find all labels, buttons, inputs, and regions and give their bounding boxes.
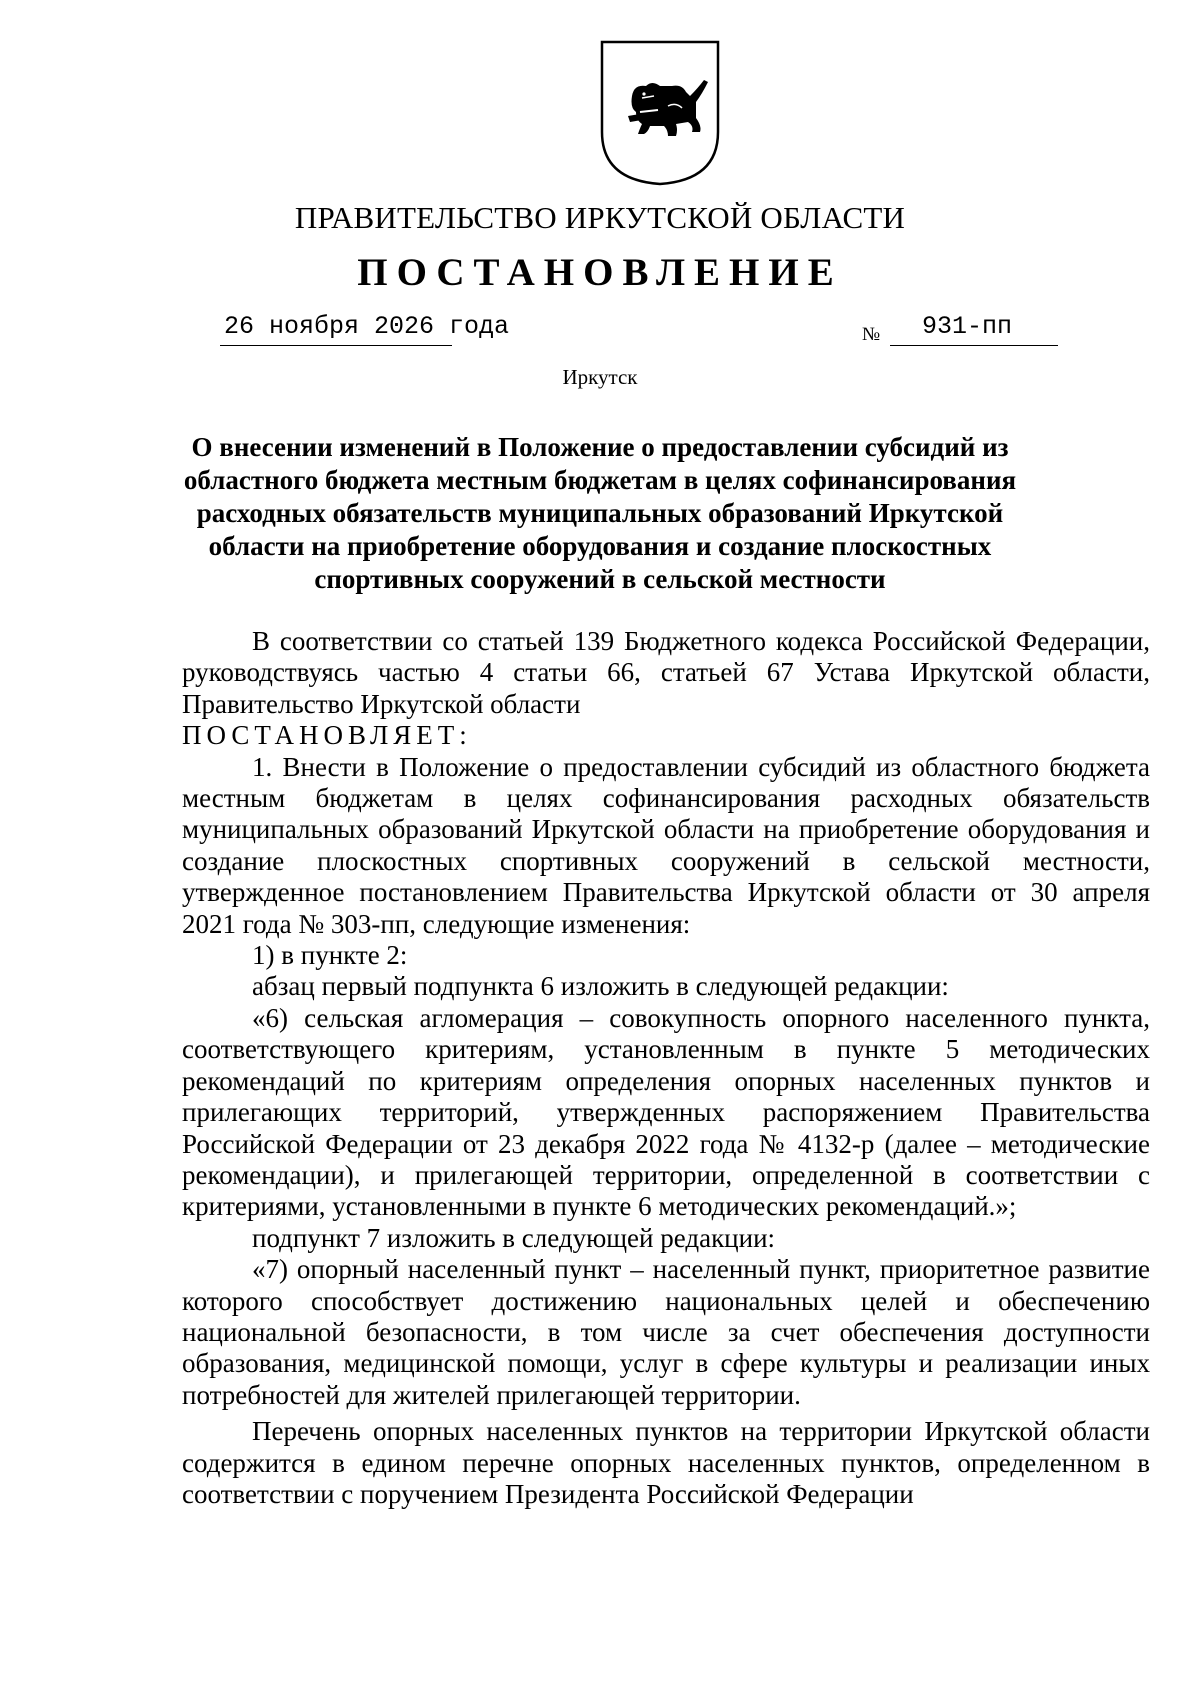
document-city: Иркутск	[562, 365, 638, 389]
subitem-7-intro-paragraph: подпункт 7 изложить в следующей редакции:	[252, 1222, 776, 1253]
document-body	[182, 626, 1150, 1510]
subitem-6-text-paragraph: «6) сельская агломерация – совокупность опорного населенного пункта, соответствующего критериям, установленным в пункте 5 методических рекомендаций по критериям определения опорных населенных пунктов и прилегающих территорий, утвержденных распоряжением Правительства Российской Федерации от 23 декабря 2022 года № 4132-р (далее – методические рекомендации), и прилегающей территории, определенной в соответствии с критериями, установленными в пункте 6 методических рекомендаций.»;	[182, 1002, 1150, 1222]
document-date: 26 ноября 2026 года	[224, 312, 510, 341]
preamble-paragraph: В соответствии со статьей 139 Бюджетного кодекса Российской Федерации, руководствуясь частью 4 статьи 66, статьей 67 Устава Иркутской области, Правительство Иркутской области	[182, 626, 1150, 719]
document-number: 931-пп	[922, 312, 1013, 341]
date-underline	[220, 345, 452, 346]
resolves-word: ПОСТАНОВЛЯЕТ:	[182, 720, 472, 751]
clause-1-paragraph: 1. Внести в Положение о предоставлении субсидий из областного бюджета местным бюджетам в целях софинансирования расходных обязательств муниципальных образований Иркутской области на приобретение оборудования и создание плоскостных спортивных сооружений в сельской местности, утвержденное постановлением Правительства Иркутской области от 30 апреля 2021 года № 303-пп, следующие изменения:	[182, 751, 1150, 939]
document-type-title: ПОСТАНОВЛЕНИЕ	[357, 251, 843, 294]
item-1-paragraph: 1) в пункте 2:	[252, 940, 408, 971]
subitem-6-intro-paragraph: абзац первый подпункта 6 изложить в следующей редакции:	[252, 971, 949, 1002]
list-paragraph: Перечень опорных населенных пунктов на территории Иркутской области содержится в едином перечне опорных населенных пунктов, определенном в соответствии с поручением Президента Российской Федерации	[182, 1416, 1150, 1509]
irkutsk-babr-emblem-icon	[598, 40, 722, 186]
government-title: ПРАВИТЕЛЬСТВО ИРКУТСКОЙ ОБЛАСТИ	[294, 200, 906, 235]
number-sign: №	[862, 324, 881, 345]
subitem-7-text-paragraph: «7) опорный населенный пункт – населенный пункт, приоритетное развитие которого способствует достижению национальных целей и обеспечению национальной безопасности, в том числе за счет обеспечения доступности образования, медицинской помощи, услуг в сфере культуры и реализации иных потребностей для жителей прилегающей территории.	[182, 1254, 1150, 1410]
number-underline	[890, 345, 1058, 346]
document-heading: О внесении изменений в Положение о предоставлении субсидий из областного бюджета местным бюджетам в целях софинансирования расходных обязательств муниципальных образований Иркутской области на приобретение оборудования и создание плоскостных спортивных сооружений в сельской местности	[183, 432, 1017, 594]
